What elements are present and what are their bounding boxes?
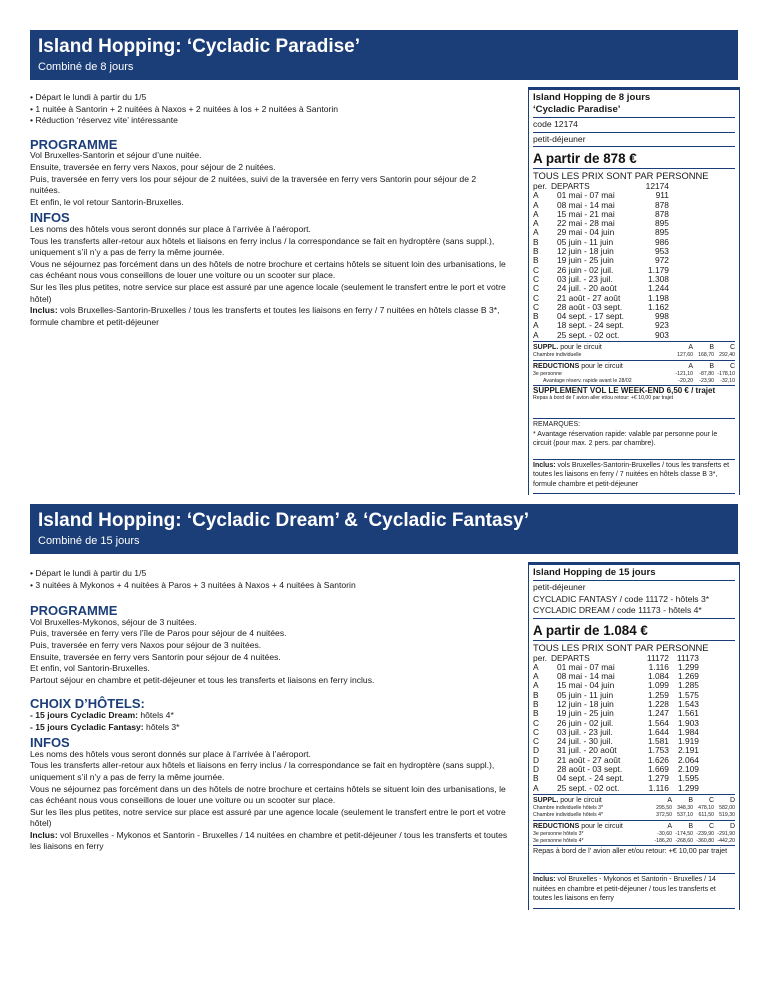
table-cell: 1.198	[648, 292, 669, 303]
col-head: A	[667, 822, 672, 830]
box-price: A partir de 1.084 €	[533, 622, 648, 638]
table-cell: C	[533, 264, 540, 275]
offer2-subtitle: Combiné de 15 jours	[38, 535, 140, 547]
list-item: • Départ le lundi à partir du 1/5	[30, 568, 508, 580]
row-value: -30,60	[657, 830, 672, 837]
table-cell: 1.903	[678, 717, 699, 728]
divider	[533, 168, 735, 169]
table-cell: 21 août - 27 août	[556, 292, 621, 303]
row-value: -268,60	[675, 837, 693, 844]
offer1-info-line: Les noms des hôtels vous seront donnés sur place à l’arrivée à l’aéroport.	[30, 223, 311, 234]
table-cell: 998	[654, 311, 669, 322]
col-head: B	[688, 796, 693, 804]
table-cell: 08 mai - 14 mai	[556, 671, 615, 682]
row-value: -291,90	[717, 830, 735, 837]
row-value: -20,20	[678, 378, 693, 385]
table-row	[533, 784, 701, 793]
table-cell: A	[533, 680, 539, 691]
offer1-bullets	[30, 92, 508, 127]
table-cell: 1.269	[678, 671, 699, 682]
row-value: 611,50	[698, 811, 714, 818]
table-cell: 1.162	[648, 301, 669, 312]
table-cell: 2.064	[678, 754, 699, 765]
table-cell: 1.228	[648, 698, 669, 709]
divider	[533, 908, 735, 909]
offer1-left-column	[30, 92, 508, 328]
inclus-text: vol Bruxelles - Mykonos et Santorin - Bruxelles / 14 nuitées en chambre et petit-déjeuner / tous les transferts et toutes les liaisons en ferry	[533, 876, 716, 903]
table-cell: C	[533, 273, 540, 284]
divider	[533, 360, 735, 361]
offer1-info-line: Vous ne séjournez pas forcément dans un des hôtels de notre brochure et certains hôtels se situent loin des urbanisations, le cas échéant nous vous conseillons de louer une voiture ou un scooter sur place.	[30, 258, 506, 281]
offer1-programme-line: Puis, traversée en ferry vers Ios pour séjour de 2 nuitées, suivi de la traversée en ferry vers Santorin pour séjour de 2 nuitées.	[30, 173, 477, 196]
table-cell: A	[533, 227, 539, 238]
box-board: petit-déjeuner	[533, 133, 586, 144]
table-cell: A	[533, 329, 539, 340]
meal-note: Repas à bord de l’ avion aller et/ou retour: +€ 10,00 par trajet	[533, 395, 674, 402]
offer2-choix-heading: CHOIX D’HÔTELS:	[30, 696, 145, 712]
table-cell: 11173	[676, 652, 699, 663]
table-cell: A	[533, 320, 539, 331]
table-cell: C	[533, 301, 540, 312]
offer2-programme-line: Et enfin, vol Santorin-Bruxelles.	[30, 663, 150, 674]
inclus-text: vol Bruxelles - Mykonos et Santorin - Bruxelles / 14 nuitées en chambre et petit-déjeuner / tous les transferts et toutes les liaisons en ferry	[30, 829, 508, 852]
remarks-text: * Avantage réservation rapide: valable par personne pour le circuit (pour max. 2 pers. par chambre).	[533, 430, 718, 448]
box-board: petit-déjeuner	[533, 582, 586, 592]
divider	[533, 132, 735, 133]
table-cell: A	[533, 218, 539, 229]
table-cell: D	[533, 764, 540, 775]
col-head: B	[709, 344, 714, 352]
red-sub: pour le circuit	[581, 822, 623, 830]
red-sub: pour le circuit	[581, 363, 623, 371]
inclus-text: vols Bruxelles-Santorin-Bruxelles / tous les transferts et toutes les liaisons en ferry / 7 nuitées en hôtels classe B 3*, formule chambre et petit-déjeuner	[533, 461, 730, 488]
table-cell: 31 juil. - 20 août	[556, 745, 617, 756]
offer1-inclus	[30, 305, 508, 328]
table-cell: 1.308	[648, 273, 669, 284]
offer2-choix-line	[30, 710, 508, 722]
col-head: B	[688, 822, 693, 830]
offer1-subtitle: Combiné de 8 jours	[38, 61, 134, 73]
table-cell: A	[533, 782, 539, 793]
table-cell: 04 sept. - 24 sept.	[556, 773, 625, 784]
suppl-row	[529, 352, 739, 359]
row-value: 127,60	[677, 352, 693, 359]
table-cell: 1.179	[648, 264, 669, 275]
row-label: 3e personne hôtels 3*	[533, 830, 584, 837]
col-head: C	[729, 363, 735, 371]
suppl-sub: pour le circuit	[560, 344, 602, 352]
table-cell: 19 juin - 25 juin	[556, 255, 614, 266]
table-cell: 878	[654, 199, 669, 210]
table-cell: 903	[654, 329, 669, 340]
offer1-programme-line: Et enfin, le vol retour Santorin-Bruxelles.	[30, 196, 184, 207]
table-cell: DEPARTS	[550, 652, 590, 663]
offer2-programme-line: Puis, traversée en ferry vers Naxos pour séjour de 3 nuitées.	[30, 639, 262, 650]
table-cell: 12 juin - 18 juin	[556, 246, 614, 257]
table-cell: 22 mai - 28 mai	[556, 218, 615, 229]
table-cell: B	[533, 311, 539, 322]
offer1-programme-line: Vol Bruxelles-Santorin et séjour d’une nuitée.	[30, 150, 202, 161]
table-cell: 895	[654, 218, 669, 229]
choix-value: hôtels 4*	[137, 709, 174, 720]
inclus-label: Inclus:	[533, 461, 556, 469]
table-cell: 28 août - 03 sept.	[556, 301, 623, 312]
table-cell: 972	[654, 255, 669, 266]
table-cell: 1.561	[678, 708, 699, 719]
table-cell: 2.109	[678, 764, 699, 775]
row-value: -442,20	[717, 837, 735, 844]
table-cell: 21 août - 27 août	[556, 754, 621, 765]
offer2-programme-line: Partout séjour en chambre et petit-déjeuner et tous les transferts et liaisons en ferry inclus.	[30, 674, 375, 685]
box-title: Island Hopping de 15 jours	[533, 567, 656, 578]
meal-note: Repas à bord de l’ avion aller et/ou retour: +€ 10,00 par trajet	[533, 845, 728, 855]
offer2-programme-line: Ensuite, traversée en ferry vers Santorin pour séjour de 4 nuitées.	[30, 651, 281, 662]
row-label: Chambre individuelle	[533, 352, 582, 359]
offer1-infos-heading: INFOS	[30, 210, 70, 226]
offer1-info-line: Sur les îles plus petites, notre service sur place est assuré par une agence locale (seulement le transfert entre le port et votre hôtel)	[30, 281, 506, 304]
table-cell: C	[533, 717, 540, 728]
box-code: code 12174	[533, 119, 578, 129]
suppl-label: SUPPL.	[533, 796, 559, 804]
offer2-programme-heading: PROGRAMME	[30, 603, 118, 619]
table-cell: B	[533, 773, 539, 784]
row-label: Avantage réserv. rapide avant le 28/02	[543, 378, 632, 385]
offer2-inclus	[30, 830, 508, 853]
table-cell: 895	[654, 227, 669, 238]
table-cell: DEPARTS	[550, 181, 590, 191]
red-row	[529, 371, 739, 378]
table-cell: 1.575	[678, 689, 699, 700]
table-cell: 1.116	[648, 782, 669, 793]
choix-label: - 15 jours Cycladic Dream:	[30, 709, 138, 720]
table-cell: C	[533, 292, 540, 303]
offer1-title: Island Hopping: ‘Cycladic Paradise’	[38, 36, 361, 57]
row-value: 537,10	[677, 811, 693, 818]
row-value: 292,40	[719, 352, 735, 359]
suppl-sub: pour le circuit	[560, 796, 602, 804]
list-item: • 1 nuitée à Santorin + 2 nuitées à Naxos + 2 nuitées à Ios + 2 nuitées à Santorin	[30, 104, 508, 116]
box-code: CYCLADIC FANTASY / code 11172 - hôtels 3*	[533, 593, 710, 604]
offer2-programme-line: Puis, traversée en ferry vers l’île de Paros pour séjour de 4 nuitées.	[30, 628, 287, 639]
list-item: • Réduction ‘réservez vite’ intéressante	[30, 115, 508, 127]
suppl-label: SUPPL.	[533, 344, 559, 352]
suppl-header	[529, 796, 739, 805]
row-label: Chambre individuelle hôtels 4*	[533, 811, 604, 818]
table-cell: 1.084	[648, 671, 669, 682]
table-cell: 1.581	[648, 736, 669, 747]
table-cell: 12174	[645, 181, 669, 191]
departures-table	[533, 654, 701, 793]
table-cell: 1.285	[678, 680, 699, 691]
table-cell: A	[533, 208, 539, 219]
table-cell: 1.116	[648, 661, 669, 672]
table-cell: 04 sept. - 17 sept.	[556, 311, 625, 322]
divider	[533, 873, 735, 874]
table-cell: 25 sept. - 02 oct.	[556, 329, 620, 340]
offer2-info-line: Tous les transferts aller-retour aux hôtels et liaisons en ferry inclus / la correspondance se fait en hydroptère (sans suppl.), uniquement s’il n’y a pas de ferry la même journée.	[30, 760, 495, 782]
offer1-banner	[30, 30, 738, 80]
row-value: 478,10	[698, 804, 714, 811]
offer2-bullets	[30, 568, 508, 591]
divider	[533, 794, 735, 795]
offer2-left-column	[30, 568, 508, 853]
offer1-programme-line: Ensuite, traversée en ferry vers Naxos, pour séjour de 2 nuitées.	[30, 161, 276, 172]
table-cell: 29 mai - 04 juin	[556, 227, 615, 238]
table-cell: B	[533, 698, 539, 709]
table-cell: 1.753	[648, 745, 669, 756]
table-cell: C	[533, 283, 540, 294]
table-cell: 2.191	[678, 745, 699, 756]
red-label: REDUCTIONS	[533, 822, 580, 830]
weekend-supplement: SUPPLEMENT VOL LE WEEK-END 6,50 € / trajet	[533, 386, 716, 396]
table-cell: 1.669	[648, 764, 669, 775]
table-cell: A	[533, 671, 539, 682]
table-cell: 19 juin - 25 juin	[556, 708, 614, 719]
col-head: C	[708, 822, 714, 830]
table-cell: 01 mai - 07 mai	[556, 190, 615, 201]
col-head: A	[667, 796, 672, 804]
table-cell: 1.564	[648, 717, 669, 728]
row-value: -87,80	[699, 371, 714, 378]
row-value: 168,70	[698, 352, 714, 359]
row-label: 3e personne hôtels 4*	[533, 837, 584, 844]
table-cell: 1.299	[678, 782, 699, 793]
table-cell: 05 juin - 11 juin	[556, 689, 614, 700]
departures-table	[533, 182, 671, 340]
suppl-header	[529, 343, 739, 352]
table-cell: 08 mai - 14 mai	[556, 199, 615, 210]
table-cell: 11172	[646, 652, 669, 663]
divider	[533, 459, 735, 460]
box-all-prices: TOUS LES PRIX SONT PAR PERSONNE	[533, 170, 709, 181]
table-cell: 923	[654, 320, 669, 331]
table-cell: per.	[533, 652, 547, 663]
table-cell: B	[533, 255, 539, 266]
table-cell: D	[533, 745, 540, 756]
col-head: A	[688, 363, 693, 371]
red-label: REDUCTIONS	[533, 363, 580, 371]
col-head: A	[688, 344, 693, 352]
table-cell: 26 juin - 02 juil.	[556, 264, 614, 275]
inclus-text: vols Bruxelles-Santorin-Bruxelles / tous les transferts et toutes les liaisons en ferry / 7 nuitées en hôtels classe B 3*, formule chambre et petit-déjeuner	[30, 305, 500, 327]
list-item: • Départ le lundi à partir du 1/5	[30, 92, 508, 104]
offer2-info-line: Vous ne séjournez pas forcément dans un des hôtels de notre brochure et certains hôtels se situent loin des urbanisations, le cas échéant nous vous conseillons de louer une voiture ou un scooter sur place.	[30, 783, 506, 806]
row-label: Chambre individuelle hôtels 3*	[533, 804, 604, 811]
offer1-price-box	[528, 87, 740, 495]
inclus-label: Inclus:	[533, 876, 556, 884]
offer1-programme-heading: PROGRAMME	[30, 136, 118, 152]
suppl-row	[529, 812, 739, 819]
offer2-price-box	[528, 562, 740, 910]
divider	[533, 618, 735, 619]
row-value: 519,30	[719, 811, 735, 818]
row-value: -178,10	[717, 371, 735, 378]
table-cell: 1.626	[648, 754, 669, 765]
box-inclus	[529, 875, 739, 904]
row-label: 3e personne	[533, 371, 562, 378]
col-head: C	[708, 796, 714, 804]
row-value: -239,90	[696, 830, 714, 837]
row-value: -121,10	[675, 371, 693, 378]
divider	[533, 117, 735, 118]
table-cell: 24 juil. - 30 juil.	[556, 736, 613, 747]
table-cell: 1.279	[648, 773, 669, 784]
list-item: • 3 nuitées à Mykonos + 4 nuitées à Paros + 3 nuitées à Naxos + 4 nuitées à Santorin	[30, 580, 508, 592]
table-cell: 1.644	[648, 726, 669, 737]
row-value: -32,10	[720, 378, 735, 385]
table-cell: 26 juin - 02 juil.	[556, 717, 614, 728]
table-cell: 953	[654, 246, 669, 257]
table-cell: A	[533, 199, 539, 210]
offer2-title: Island Hopping: ‘Cycladic Dream’ & ‘Cycladic Fantasy’	[38, 510, 529, 531]
inclus-label: Inclus:	[30, 305, 58, 316]
table-cell: A	[533, 661, 539, 672]
remarks-title: REMARQUES:	[533, 421, 581, 429]
red-row	[529, 838, 739, 845]
offer2-programme-line: Vol Bruxelles-Mykonos, séjour de 3 nuitées.	[30, 616, 197, 627]
row-value: 582,00	[719, 804, 735, 811]
table-cell: B	[533, 236, 539, 247]
divider	[533, 418, 735, 419]
table-cell: 1.099	[648, 680, 669, 691]
offer2-choix-line	[30, 722, 508, 734]
table-row	[533, 331, 671, 340]
table-cell: 03 juil. - 23 juil.	[556, 726, 613, 737]
offer2-infos-heading: INFOS	[30, 735, 70, 751]
table-cell: 25 sept. - 02 oct.	[556, 782, 620, 793]
row-value: -186,20	[654, 837, 672, 844]
table-cell: 1.259	[648, 689, 669, 700]
box-title: ‘Cycladic Paradise’	[533, 104, 621, 115]
col-head: D	[729, 822, 735, 830]
table-cell: 986	[654, 236, 669, 247]
departures-rows	[533, 663, 701, 793]
table-cell: 12 juin - 18 juin	[556, 698, 614, 709]
table-cell: B	[533, 689, 539, 700]
table-cell: B	[533, 708, 539, 719]
divider	[533, 341, 735, 342]
table-cell: C	[533, 726, 540, 737]
divider	[533, 146, 735, 147]
table-cell: 1.244	[648, 283, 669, 294]
table-cell: 1.919	[678, 736, 699, 747]
table-cell: 01 mai - 07 mai	[556, 661, 615, 672]
divider	[533, 640, 735, 641]
col-head: D	[729, 796, 735, 804]
table-cell: 24 juil. - 20 août	[556, 283, 617, 294]
box-inclus	[529, 461, 739, 490]
row-value: 372,50	[656, 811, 672, 818]
row-value: -23,90	[699, 378, 714, 385]
col-head: B	[709, 363, 714, 371]
box-all-prices: TOUS LES PRIX SONT PAR PERSONNE	[533, 641, 709, 653]
inclus-label: Inclus:	[30, 829, 58, 840]
table-cell: 1.543	[678, 698, 699, 709]
table-cell: 1.595	[678, 773, 699, 784]
departures-rows	[533, 191, 671, 340]
offer1-info-line: Tous les transferts aller-retour aux hôtels et liaisons en ferry inclus / la correspondance se fait en hydroptère (sans suppl.), uniquement s’il n’y a pas de ferry la même journée.	[30, 235, 495, 258]
row-value: 348,30	[677, 804, 693, 811]
table-cell: 15 mai - 21 mai	[556, 208, 615, 219]
divider	[533, 493, 735, 494]
row-value: -360,80	[696, 837, 714, 844]
row-value: 295,50	[656, 804, 672, 811]
offer2-banner	[30, 504, 738, 554]
row-value: -174,50	[675, 830, 693, 837]
red-row	[529, 378, 739, 385]
table-cell: 05 juin - 11 juin	[556, 236, 614, 247]
table-cell: 878	[654, 208, 669, 219]
box-code: CYCLADIC DREAM / code 11173 - hôtels 4*	[533, 605, 702, 615]
red-row	[529, 831, 739, 838]
choix-value: hôtels 3*	[143, 721, 180, 732]
table-cell: 03 juil. - 23 juil.	[556, 273, 613, 284]
table-cell: B	[533, 246, 539, 257]
table-cell: 911	[655, 190, 669, 201]
box-title: Island Hopping de 8 jours	[533, 92, 651, 103]
divider	[533, 580, 735, 581]
box-price: A partir de 878 €	[533, 151, 637, 166]
offer2-info-line: Les noms des hôtels vous seront donnés sur place à l’arrivée à l’aéroport.	[30, 748, 311, 759]
table-cell: 28 août - 03 sept.	[556, 764, 623, 775]
table-cell: C	[533, 736, 540, 747]
choix-label: - 15 jours Cycladic Fantasy:	[30, 721, 144, 732]
col-head: C	[729, 344, 735, 352]
table-cell: D	[533, 754, 540, 765]
offer2-info-line: Sur les îles plus petites, notre service sur place est assuré par une agence locale (seulement le transfert entre le port et votre hôtel)	[30, 806, 506, 829]
suppl-row	[529, 805, 739, 812]
table-cell: 1.247	[648, 708, 669, 719]
table-cell: 15 mai - 04 juin	[556, 680, 615, 691]
divider	[533, 820, 735, 821]
red-header	[529, 362, 739, 371]
table-cell: A	[533, 190, 539, 201]
table-cell: 18 sept. - 24 sept.	[556, 320, 625, 331]
red-header	[529, 822, 739, 831]
table-cell: 1.299	[678, 661, 699, 672]
table-cell: 1.984	[678, 726, 699, 737]
table-cell: per.	[533, 181, 547, 191]
